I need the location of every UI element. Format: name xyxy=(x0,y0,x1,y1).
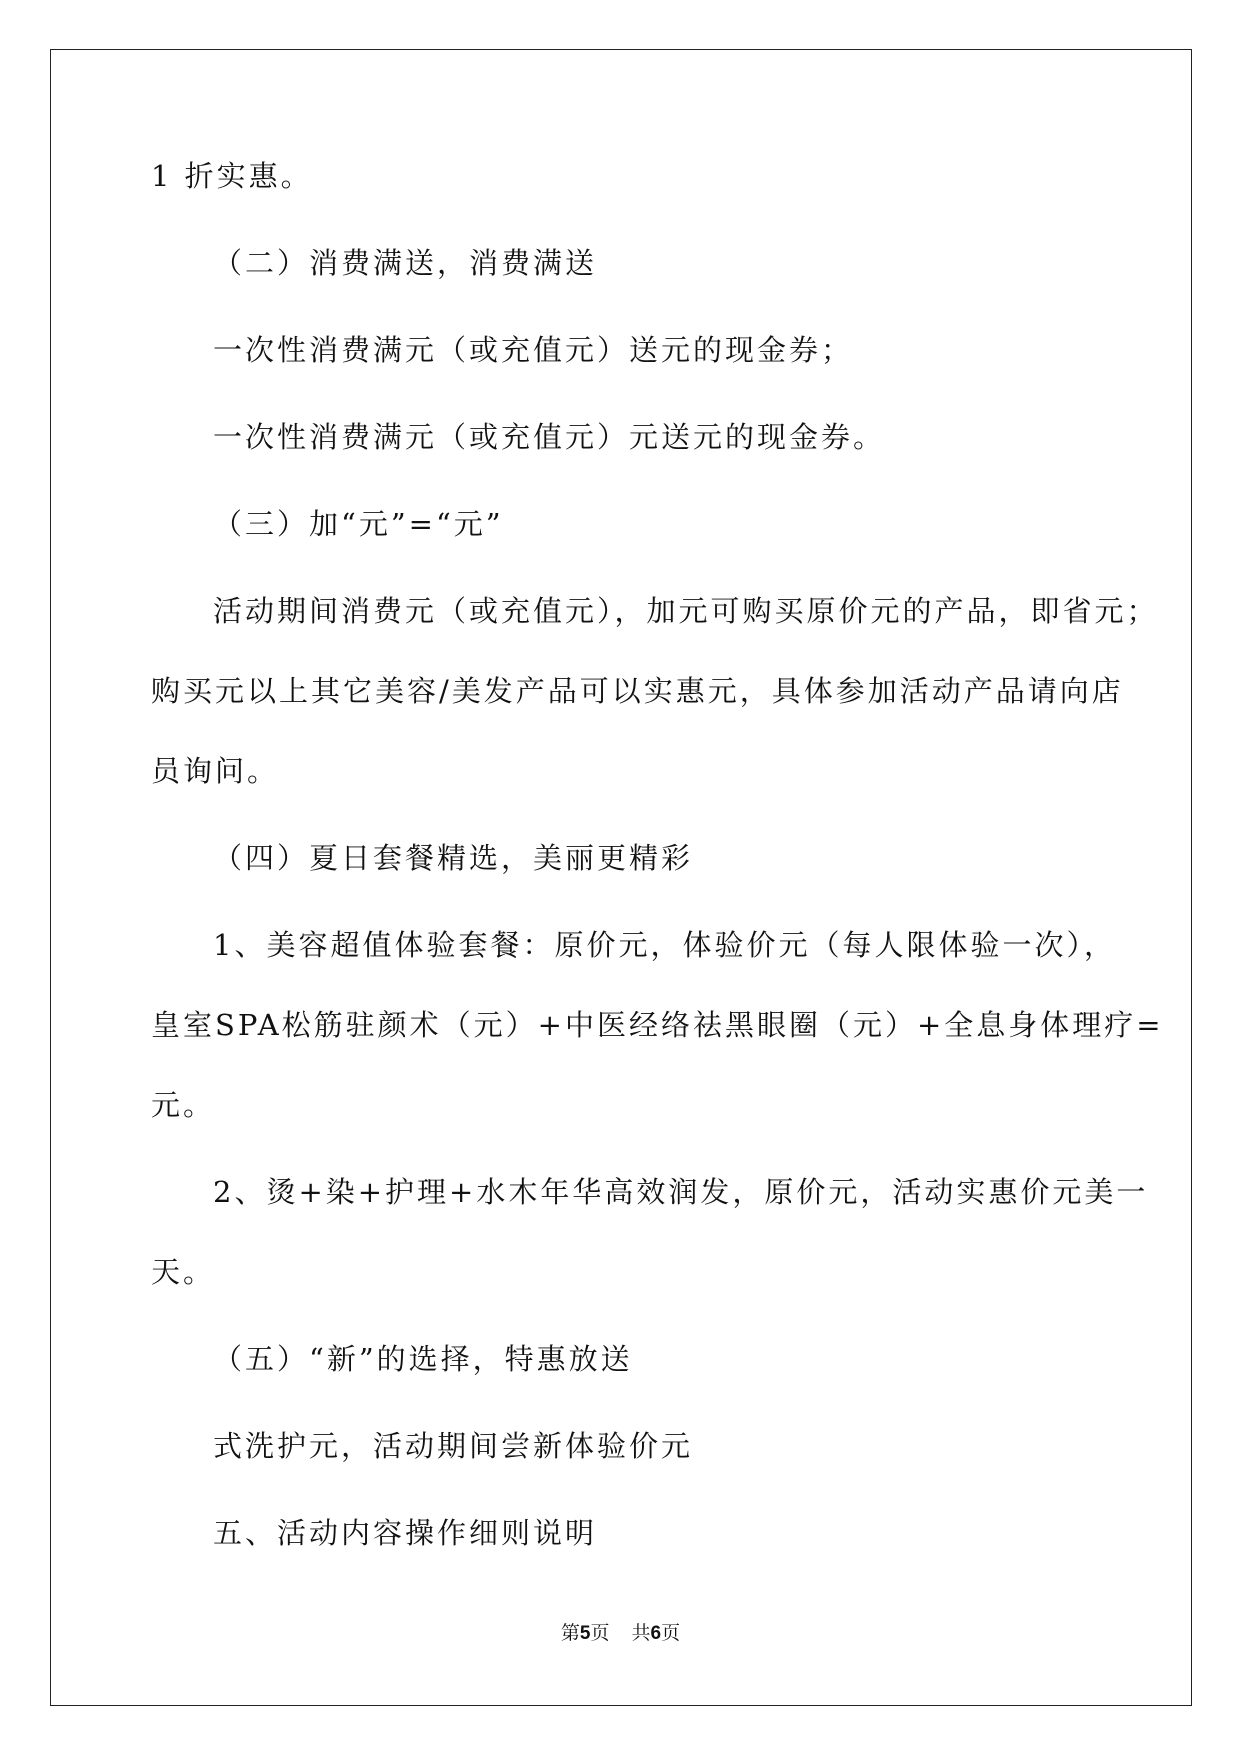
section-heading: （五）“新”的选择，特惠放送 xyxy=(213,1342,633,1376)
paragraph-line: 皇室SPA松筋驻颜术（元）+中医经络祛黑眼圈（元）+全息身体理疗= xyxy=(151,1008,1164,1042)
paragraph-line: 购买元以上其它美容/美发产品可以实惠元，具体参加活动产品请向店 xyxy=(151,674,1124,708)
paragraph-line: 1 折实惠。 xyxy=(151,159,313,193)
paragraph-line: 天。 xyxy=(151,1255,216,1289)
paragraph-line: 员询问。 xyxy=(151,754,280,788)
paragraph-line: 一次性消费满元（或充值元）送元的现金券； xyxy=(213,333,854,367)
page-total: 6 xyxy=(650,1623,662,1644)
document-body xyxy=(151,156,1164,1600)
section-heading: （四）夏日套餐精选，美丽更精彩 xyxy=(213,841,694,875)
section-heading: 五、活动内容操作细则说明 xyxy=(213,1516,598,1550)
section-heading: （三）加“元”=“元” xyxy=(213,507,504,541)
page-prefix: 第 xyxy=(560,1623,580,1644)
total-prefix: 共 xyxy=(631,1623,651,1644)
section-heading: （二）消费满送，消费满送 xyxy=(213,246,598,280)
page-suffix: 页 xyxy=(590,1623,610,1644)
paragraph-line: 式洗护元，活动期间尝新体验价元 xyxy=(213,1429,694,1463)
total-suffix: 页 xyxy=(661,1623,681,1644)
paragraph-line: 1、美容超值体验套餐：原价元，体验价元（每人限体验一次）， xyxy=(213,928,1116,962)
paragraph-line: 活动期间消费元（或充值元），加元可购买原价元的产品，即省元； xyxy=(213,594,1159,628)
paragraph-line: 一次性消费满元（或充值元）元送元的现金券。 xyxy=(213,420,886,454)
paragraph-line: 2、烫+染+护理+水木年华高效润发，原价元，活动实惠价元美一 xyxy=(213,1175,1149,1209)
paragraph-line: 元。 xyxy=(151,1088,216,1122)
page-current: 5 xyxy=(579,1623,591,1644)
page-footer xyxy=(0,1618,1241,1645)
